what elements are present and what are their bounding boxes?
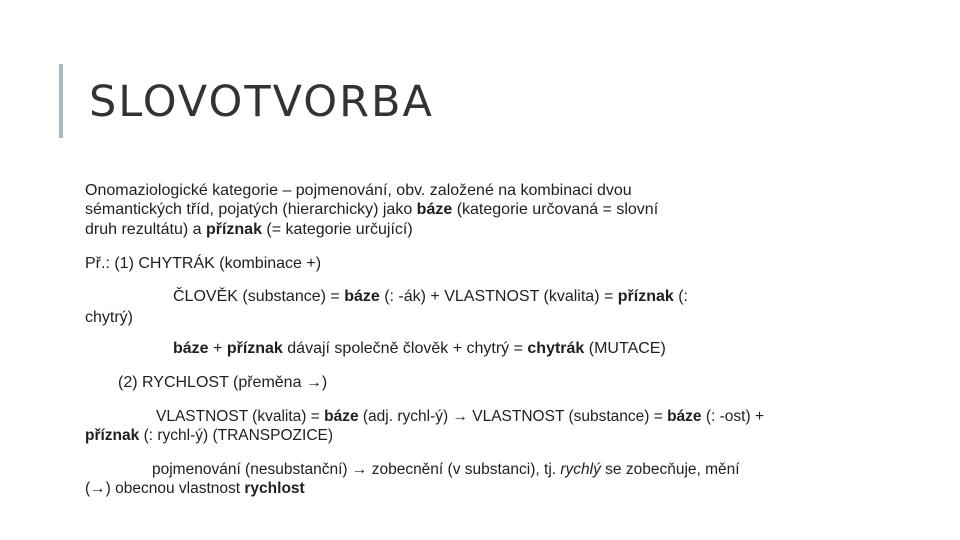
example-1-heading: Př.: (1) CHYTRÁK (kombinace +) [85,255,322,272]
pojmenovani-line-1: pojmenování (nesubstanční) → zobecnění (v substanci), tj. rychlý se zobecňuje, mění [152,461,740,478]
chytry-line: chytrý) [85,309,133,326]
intro-line-3: druh rezultátu) a příznak (= kategorie určující) [85,221,413,238]
vlastnost-line-2: příznak (: rychl-ý) (TRANSPOZICE) [85,427,334,444]
vlastnost-line-1: VLASTNOST (kvalita) = báze (adj. rychl-ý) → VLASTNOST (substance) = báze (: -ost) + [156,408,765,425]
pojmenovani-line-2: (→) obecnou vlastnost rychlost [85,480,305,497]
slide-title: SLOVOTVORBA [89,77,434,127]
intro-line-1: Onomaziologické kategorie – pojmenování, obv. založené na kombinaci dvou [85,182,632,199]
intro-line-2: sémantických tříd, pojatých (hierarchicky) jako báze (kategorie určovaná = slovní [85,201,659,218]
clovek-line: ČLOVĚK (substance) = báze (: -ák) + VLASTNOST (kvalita) = příznak (: [173,288,688,305]
title-accent-bar [59,64,63,138]
example-2-heading: (2) RYCHLOST (přeměna →) [118,374,328,391]
baze-line: báze + příznak dávají společně člověk + chytrý = chytrák (MUTACE) [173,340,666,357]
